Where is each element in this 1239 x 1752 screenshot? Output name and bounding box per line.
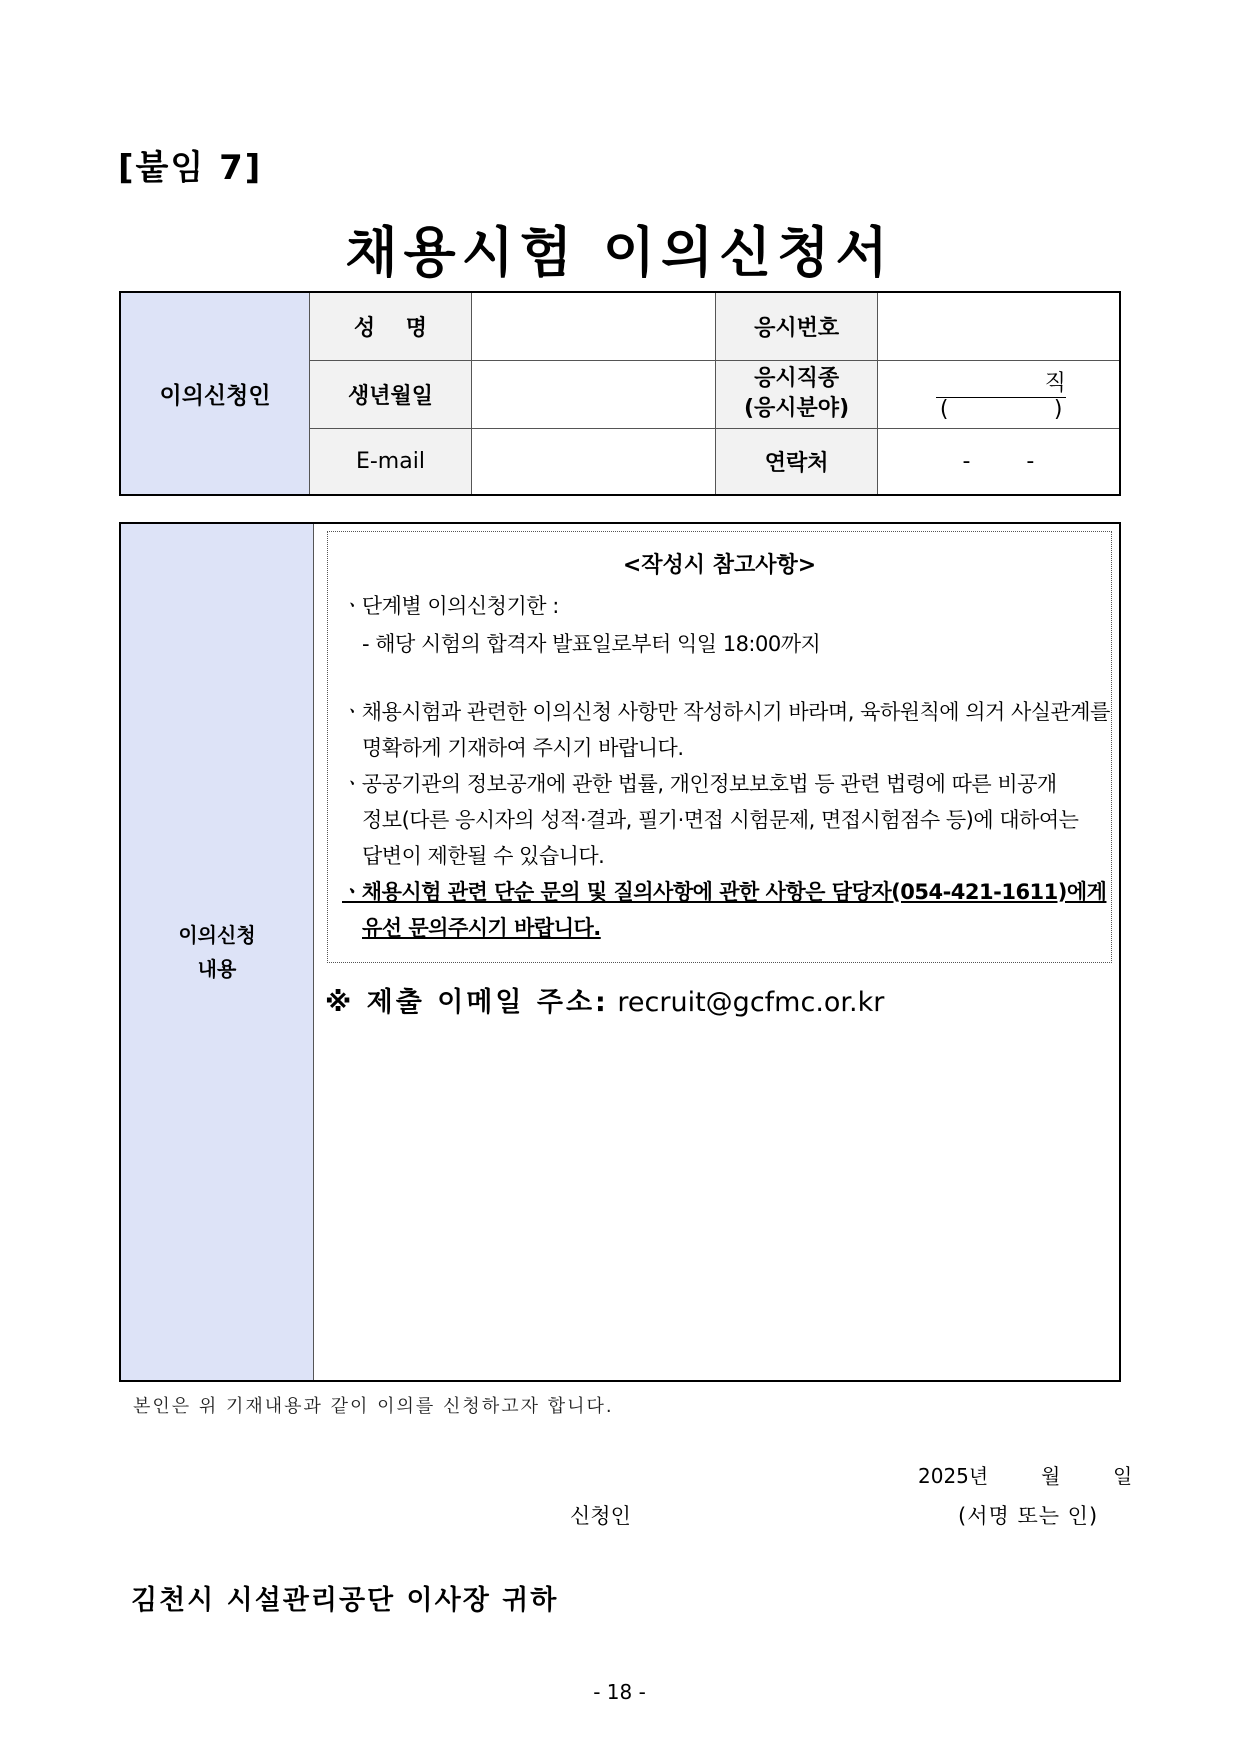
note-line: - 해당 시험의 합격자 발표일로부터 익일 18:00까지 xyxy=(362,632,821,656)
date-month: 월 xyxy=(1040,1464,1061,1488)
applicant-info-table xyxy=(119,291,1121,496)
note-line: 답변이 제한될 수 있습니다. xyxy=(362,844,605,868)
content-section-label xyxy=(120,523,314,1381)
note-line: 명확하게 기재하여 주시기 바랍니다. xyxy=(362,736,684,760)
job-label xyxy=(716,360,878,428)
exam-number-field[interactable] xyxy=(877,292,1120,360)
birth-label: 생년월일 xyxy=(310,360,472,428)
name-label: 성 명 xyxy=(310,292,472,360)
contact-label: 연락처 xyxy=(716,428,878,495)
note-line: ㆍ단계별 이의신청기한 : xyxy=(342,594,559,618)
note-line: ㆍ공공기관의 정보공개에 관한 법률, 개인정보보호법 등 관련 법령에 따른 비공개 xyxy=(342,772,1057,796)
recipient: 김천시 시설관리공단 이사장 귀하 xyxy=(131,1585,559,1616)
email-prefix: ※ 제출 이메일 주소: xyxy=(325,987,609,1018)
birth-field[interactable] xyxy=(471,360,715,428)
contact-placeholder: - - xyxy=(962,448,1035,474)
date-line xyxy=(918,1460,1132,1489)
applicant-section-label: 이의신청인 xyxy=(120,292,310,495)
submission-email xyxy=(325,980,884,1019)
job-paren-close: ) xyxy=(1053,396,1063,422)
applicant-label: 신청인 xyxy=(570,1504,631,1528)
document-title: 채용시험 이의신청서 xyxy=(345,221,894,284)
signature-label: (서명 또는 인) xyxy=(958,1504,1099,1528)
page-number: - 18 - xyxy=(593,1680,646,1704)
notes-title: <작성시 참고사항> xyxy=(622,553,817,578)
email-field[interactable] xyxy=(471,428,715,495)
job-label-line2: (응시분야) xyxy=(744,396,850,421)
writing-notes-box xyxy=(327,531,1112,963)
contact-field[interactable] xyxy=(877,428,1120,495)
note-line: ㆍ채용시험과 관련한 이의신청 사항만 작성하시기 바라며, 육하원칙에 의거 사실관계를 xyxy=(342,700,1110,724)
note-line-contact: ㆍ채용시험 관련 단순 문의 및 질의사항에 관한 사항은 담당자(054-421-1611)에게 xyxy=(342,880,1107,904)
note-line-contact: 유선 문의주시기 바랍니다. xyxy=(362,916,601,940)
exam-number-label: 응시번호 xyxy=(716,292,878,360)
declaration-text: 본인은 위 기재내용과 같이 이의를 신청하고자 합니다. xyxy=(133,1396,614,1417)
job-paren-open: ( xyxy=(939,396,949,422)
note-line: 정보(다른 응시자의 성적·결과, 필기·면접 시험문제, 면접시험점수 등)에 대하여는 xyxy=(362,808,1079,832)
date-year: 2025년 xyxy=(918,1464,989,1488)
email-address[interactable]: recruit@gcfmc.or.kr xyxy=(617,987,885,1018)
email-label: E-mail xyxy=(310,428,472,495)
job-field[interactable] xyxy=(877,360,1120,428)
content-label-line2: 내용 xyxy=(197,957,237,981)
date-day: 일 xyxy=(1112,1464,1133,1488)
job-label-line1: 응시직종 xyxy=(754,366,840,391)
name-field[interactable] xyxy=(471,292,715,360)
job-suffix: 직 xyxy=(1044,370,1066,396)
attachment-label: [붙임 7] xyxy=(118,148,263,188)
content-label-line1: 이의신청 xyxy=(178,923,256,947)
